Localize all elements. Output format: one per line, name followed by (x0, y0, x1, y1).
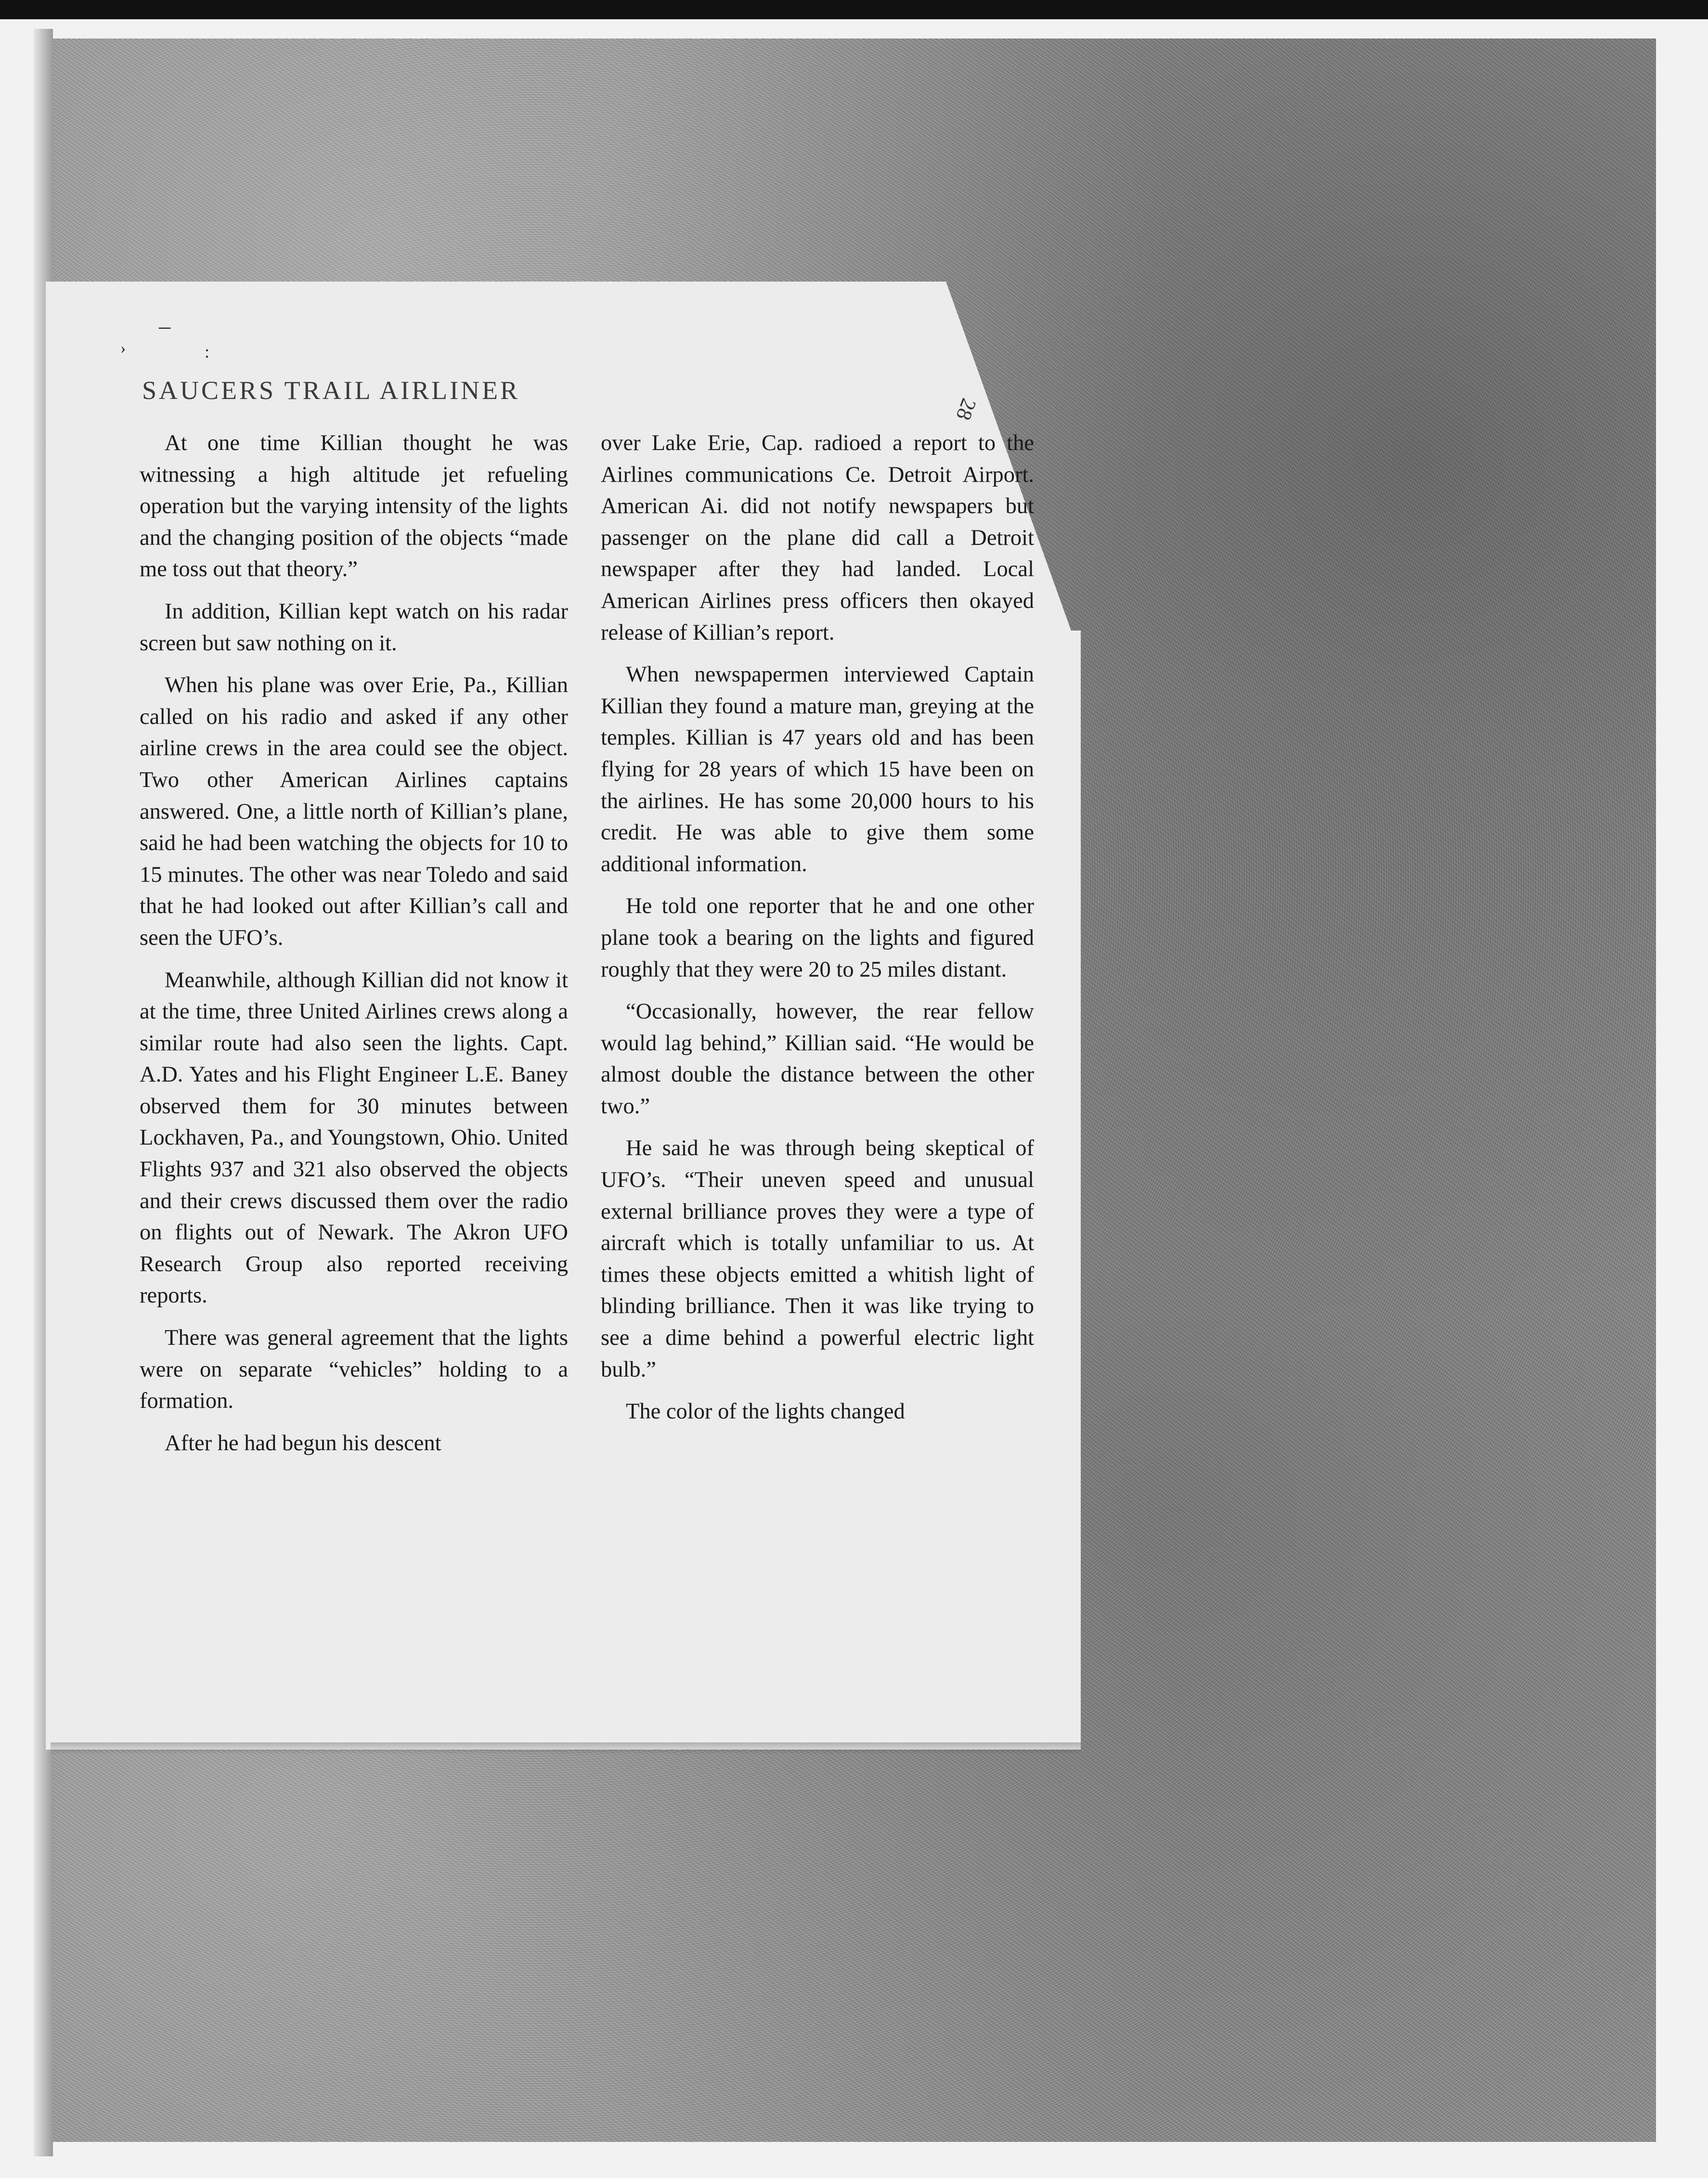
clipping-shadow (51, 1742, 1081, 1754)
paragraph: In addition, Killian kept watch on his radar screen but saw nothing on it. (140, 599, 568, 656)
paragraph: The color of the lights changed (626, 1399, 905, 1424)
article-headline: SAUCERS TRAIL AIRLINER (142, 376, 520, 405)
paragraph: When newspapermen interviewed Captain Killian they found a mature man, greying at the temples. Killian is 47 years old and has been flying for 28 years of which 15 have been on the airlines. He has some 20,000 hours to his credit. He was able to give them some additional information. (601, 662, 1034, 876)
paragraph: over Lake Erie, Cap. radioed a report to the Airlines communications Ce. Detroit Airport. American Ai. did not notify newspapers but passenger on the plane did call a Detroit newspaper after they had landed. Local American Airlines press officers then okayed release of Killian’s report. (601, 431, 1034, 645)
article-column-right (601, 427, 1034, 1438)
paragraph: There was general agreement that the lights were on separate “vehicles” holding to a formation. (140, 1326, 568, 1414)
paragraph: He told one reporter that he and one other plane took a bearing on the lights and figured roughly that they were 20 to 25 miles distant. (601, 894, 1034, 982)
stray-mark: – (159, 313, 170, 339)
margin-note: 28 (951, 395, 981, 424)
paragraph: After he had begun his descent (165, 1431, 441, 1456)
paragraph: “Occasionally, however, the rear fellow would lag behind,” Killian said. “He would be almost double the distance between the other two.” (601, 999, 1034, 1119)
paragraph: Meanwhile, although Killian did not know it at the time, three United Airlines crews along a similar route had also seen the lights. Capt. A.D. Yates and his Flight Engineer L.E. Baney observed them for 30 minutes between Lockhaven, Pa., and Youngstown, Ohio. United Flights 937 and 321 also observed the objects and their crews discussed them over the radio on flights out of Newark. The Akron UFO Research Group also reported receiving reports. (140, 967, 568, 1308)
stray-mark: : (205, 342, 210, 361)
scan-top-border (0, 0, 1708, 19)
stray-mark: › (120, 339, 126, 357)
paragraph: At one time Killian thought he was witnessing a high altitude jet refueling operation but the varying intensity of the lights and the changing position of the objects “made me toss out that theory.” (140, 431, 568, 582)
paragraph: When his plane was over Erie, Pa., Killian called on his radio and asked if any other airline crews in the area could see the object. Two other American Airlines captains answered. One, a little north of Killian’s plane, said he had been watching the objects for 10 to 15 minutes. The other was near Toledo and said that he had looked out after Killian’s call and seen the UFO’s. (140, 673, 568, 950)
paragraph: He said he was through being skeptical of UFO’s. “Their uneven speed and unusual external brilliance proves they were a type of aircraft which is totally unfamiliar to us. At times these objects emitted a whitish light of blinding brilliance. Then it was like trying to see a dime behind a powerful electric light bulb.” (601, 1136, 1034, 1382)
article-column-left (140, 427, 568, 1469)
